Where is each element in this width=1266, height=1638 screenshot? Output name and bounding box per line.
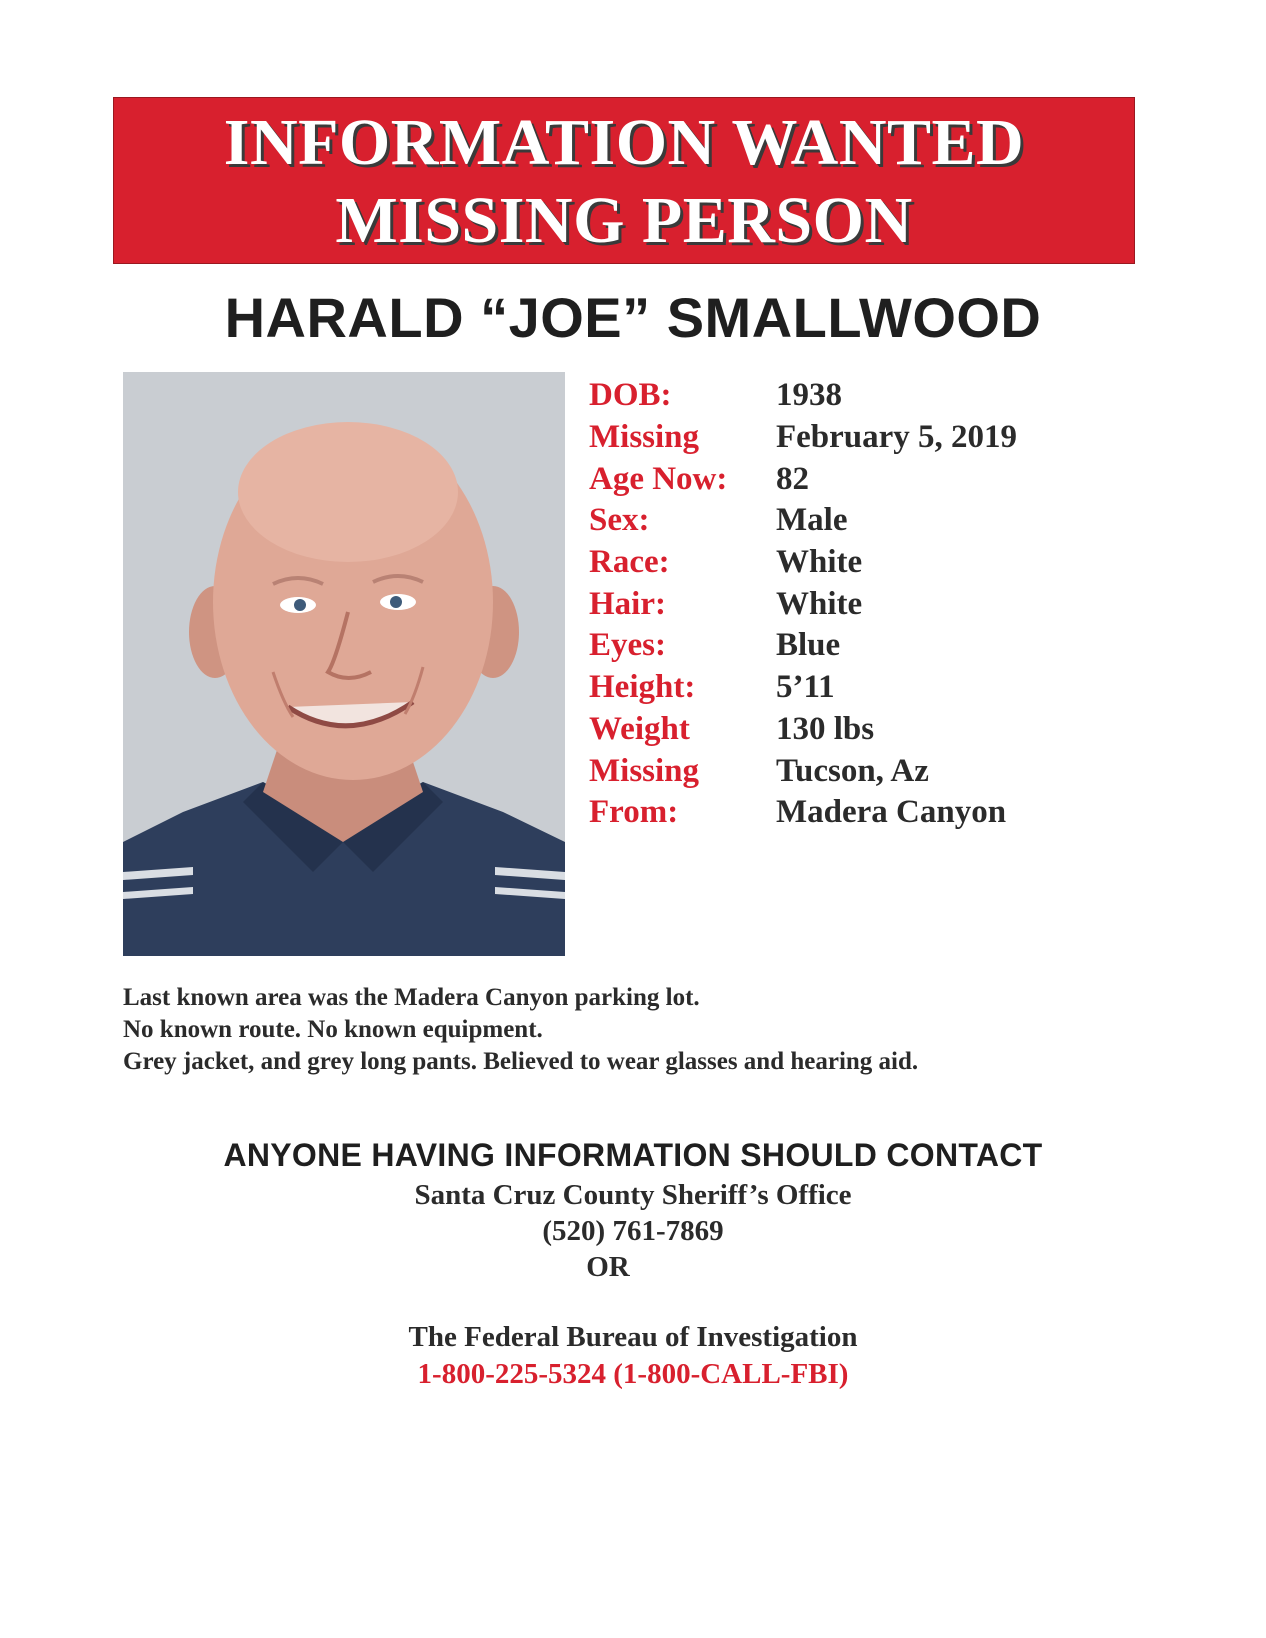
detail-value: White xyxy=(776,585,863,622)
detail-row-from xyxy=(589,792,1109,834)
detail-label: From: xyxy=(589,794,679,831)
detail-label: Weight xyxy=(589,710,690,747)
person-photo xyxy=(123,372,565,956)
header-banner xyxy=(113,97,1135,264)
detail-label: Hair: xyxy=(589,585,666,622)
contact-section xyxy=(0,1133,1266,1393)
portrait-illustration xyxy=(123,372,565,956)
contact-or: OR xyxy=(586,1251,630,1283)
note-last-known-area: Last known area was the Madera Canyon parking lot. xyxy=(123,984,700,1011)
detail-value: White xyxy=(776,544,863,581)
detail-value: Blue xyxy=(776,627,841,664)
contact-spacer xyxy=(0,1285,1266,1319)
detail-row-missing-date xyxy=(589,417,1109,459)
detail-row-eyes xyxy=(589,625,1109,667)
detail-value: 1938 xyxy=(776,377,842,414)
detail-label: Missing xyxy=(589,419,700,456)
details-table xyxy=(589,375,1109,834)
detail-row-hair xyxy=(589,583,1109,625)
case-notes xyxy=(123,982,1123,1078)
detail-label: DOB: xyxy=(589,377,672,414)
detail-row-missing-location xyxy=(589,750,1109,792)
detail-value: 5’11 xyxy=(776,669,835,706)
detail-label: Height: xyxy=(589,669,696,706)
detail-row-race xyxy=(589,542,1109,584)
contact-agency-sheriff: Santa Cruz County Sheriff’s Office xyxy=(414,1179,852,1211)
banner-title-line2: MISSING PERSON xyxy=(335,184,913,257)
detail-value: 82 xyxy=(776,460,809,497)
banner-title-line1: INFORMATION WANTED xyxy=(223,106,1025,179)
detail-value: Tucson, Az xyxy=(776,752,929,789)
detail-row-age xyxy=(589,458,1109,500)
contact-phone-fbi: 1-800-225-5324 (1-800-CALL-FBI) xyxy=(417,1358,849,1390)
note-clothing: Grey jacket, and grey long pants. Believed to wear glasses and hearing aid. xyxy=(123,1048,919,1075)
detail-label: Age Now: xyxy=(589,460,728,497)
detail-value: February 5, 2019 xyxy=(776,419,1018,456)
person-name: HARALD “JOE” SMALLWOOD xyxy=(224,286,1042,349)
detail-label: Missing xyxy=(589,752,700,789)
contact-phone-sheriff: (520) 761-7869 xyxy=(542,1215,724,1247)
detail-label: Race: xyxy=(589,544,670,581)
detail-label: Sex: xyxy=(589,502,650,539)
detail-label: Eyes: xyxy=(589,627,666,664)
detail-row-dob xyxy=(589,375,1109,417)
detail-row-sex xyxy=(589,500,1109,542)
contact-heading: ANYONE HAVING INFORMATION SHOULD CONTACT xyxy=(223,1137,1043,1173)
detail-row-height xyxy=(589,667,1109,709)
contact-agency-fbi: The Federal Bureau of Investigation xyxy=(408,1321,858,1353)
detail-row-weight xyxy=(589,709,1109,751)
detail-value: 130 lbs xyxy=(776,710,875,747)
note-route-equipment: No known route. No known equipment. xyxy=(123,1016,543,1043)
detail-value: Madera Canyon xyxy=(776,794,1007,831)
detail-value: Male xyxy=(776,502,848,539)
